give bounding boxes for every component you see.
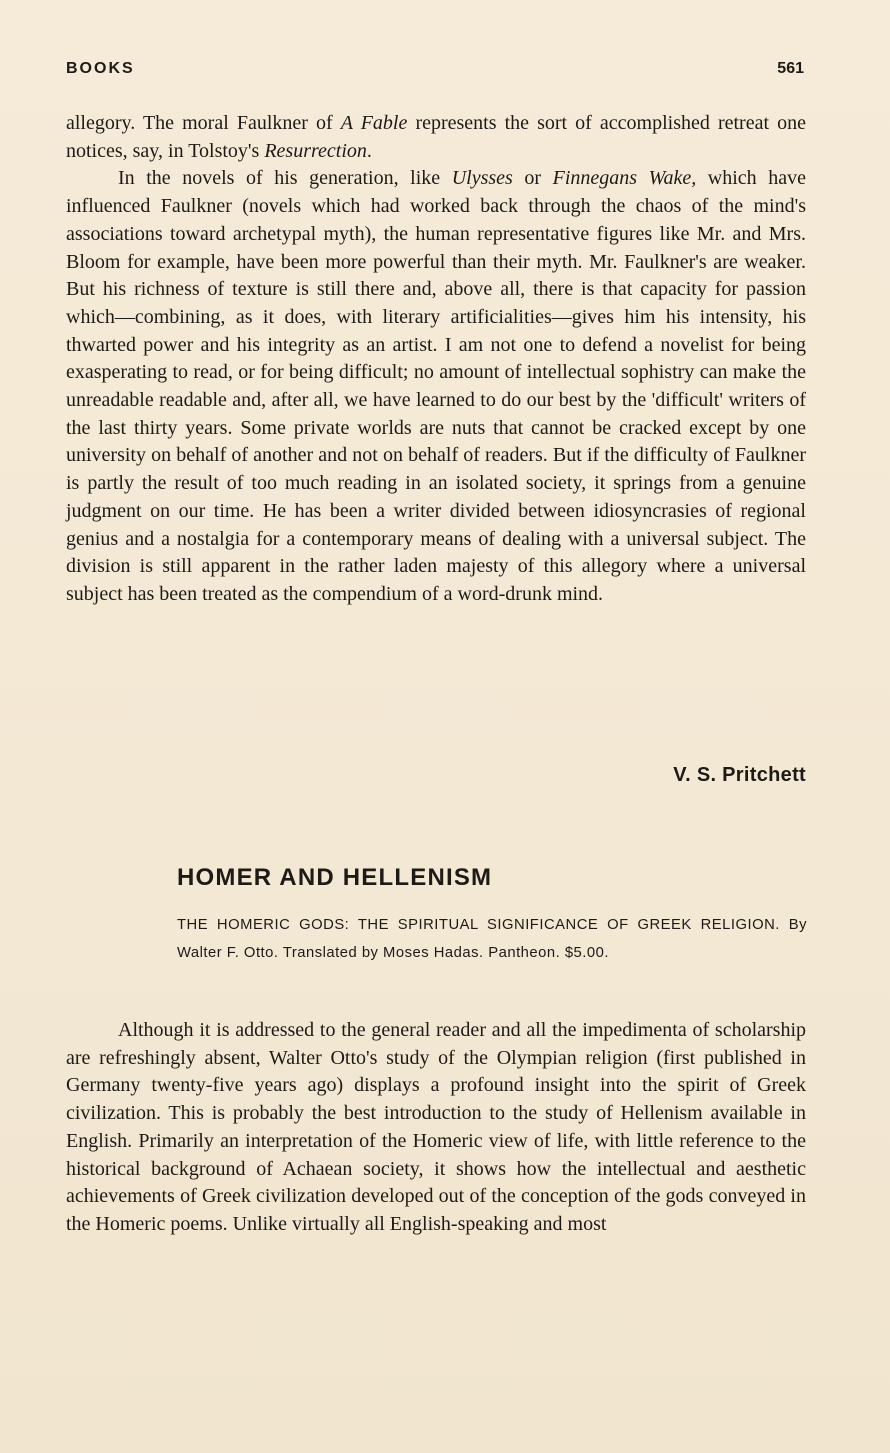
book-title-ulysses: Ulysses [451, 167, 513, 190]
article-heading: HOMER AND HELLENISM [177, 864, 493, 891]
text-run: In the novels of his generation, like [118, 167, 452, 190]
book-title-finnegans-wake: Finnegans Wake, [552, 167, 697, 190]
text-run: represents the sort of accomplished retreat one notices, say, in Tolstoy's [66, 112, 806, 162]
section-title: BOOKS [66, 60, 135, 77]
running-head [66, 60, 804, 84]
text-run: . [366, 139, 372, 162]
citation-book-title: THE HOMERIC GODS: THE SPIRITUAL SIGNIFICANCE OF GREEK RELIGION. [177, 917, 780, 933]
text-run: allegory. The moral Faulkner of [66, 112, 341, 134]
review-one-paragraph-1 [66, 110, 806, 165]
page-number: 561 [777, 60, 804, 77]
reviewer-signature: V. S. Pritchett [673, 764, 806, 786]
book-citation [177, 912, 807, 967]
review-two-body [66, 1017, 806, 1239]
text-run: or [512, 167, 553, 190]
review-one-paragraph-2 [66, 165, 806, 608]
citation-details: By Walter F. Otto. Translated by Moses Hadas. Pantheon. $5.00. [177, 917, 807, 961]
review-two-paragraph-1: Although it is addressed to the general reader and all the impedimenta of scholarship are refreshingly absent, Walter Otto's study of the Olympian religion (first published in Germany twenty-five years ago) displays a profound insight into the spirit of Greek civilization. This is probably the best introduction to the study of Hellenism available in English. Primarily an interpretation of the Homeric view of life, with little reference to the historical background of Achaean society, it shows how the intellectual and aesthetic achievements of Greek civilization developed out of the conception of the gods conveyed in the Homeric poems. Unlike virtually all English-speaking and most [66, 1019, 806, 1235]
text-run: which have influenced Faulkner (novels which had worked back through the chaos of the mind's associations toward archetypal myth), the human representative figures like Mr. and Mrs. Bloom for example, have been more powerful than their myth. Mr. Faulkner's are weaker. But his richness of texture is still there and, above all, there is that capacity for passion which—combining, as it does, with literary artificialities—gives him his intensity, his thwarted power and his integrity as an artist. I am not one to defend a novelist for being exasperating to read, or for being difficult; no amount of intellectual sophistry can make the unreadable readable and, after all, we have learned to do our best by the 'difficult' writers of the last thirty years. Some private worlds are nuts that cannot be cracked except by one university on behalf of another and not on behalf of readers. But if the difficulty of Faulkner is partly the result of too much reading in an isolated society, it springs from a genuine judgment on our time. He has been a writer divided between idiosyncrasies of regional genius and a nostalgia for a contemporary means of dealing with a universal subject. The division is still apparent in the rather laden majesty of this allegory where a universal subject has been treated as the compendium of a word-drunk mind. [66, 167, 806, 605]
review-one-body [66, 110, 806, 609]
book-title-resurrection: Resurrection [264, 139, 367, 162]
book-title-a-fable: A Fable [340, 112, 408, 134]
